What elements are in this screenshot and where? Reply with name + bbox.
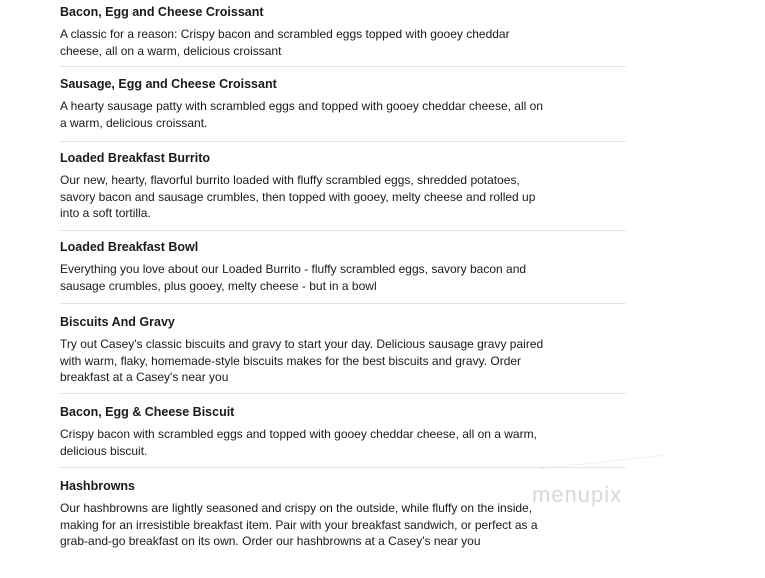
item-description: Everything you love about our Loaded Burrito - fluffy scrambled eggs, savory bacon and sausage crumbles, plus gooey, melty cheese - but in a bowl (60, 262, 527, 293)
menu-item (60, 304, 626, 394)
menu-item (60, 231, 626, 304)
item-name: Loaded Breakfast Burrito (60, 151, 211, 165)
item-description: Crispy bacon with scrambled eggs and topped with gooey cheddar cheese, all on a warm, delicious biscuit. (60, 427, 537, 458)
watermark-logo: menupix (532, 482, 623, 507)
item-description: A classic for a reason: Crispy bacon and scrambled eggs topped with gooey cheddar cheese, all on a warm, delicious croissant (60, 27, 510, 58)
item-name: Bacon, Egg and Cheese Croissant (60, 5, 264, 19)
item-description: Our hashbrowns are lightly seasoned and crispy on the outside, while fluffy on the inside, making for an irresistible breakfast item. Pair with your breakfast sandwich, or perfect as a grab-and-go breakfast on its own. Order our hashbrowns at a Casey's near you (60, 501, 538, 548)
item-name: Sausage, Egg and Cheese Croissant (60, 77, 277, 91)
item-description: Try out Casey's classic biscuits and gravy to start your day. Delicious sausage gravy paired with warm, flaky, homemade-style biscuits makes for the best biscuits and gravy. Order breakfast at a Casey's near you (60, 337, 544, 384)
item-description: A hearty sausage patty with scrambled eggs and topped with gooey cheddar cheese, all on a warm, delicious croissant. (60, 99, 543, 130)
menu-item (60, 394, 626, 468)
menu-item (60, 67, 626, 142)
item-description: Our new, hearty, flavorful burrito loaded with fluffy scrambled eggs, shredded potatoes, savory bacon and sausage crumbles, then topped with gooey, melty cheese and rolled up into a soft tortilla. (60, 173, 536, 220)
item-name: Bacon, Egg & Cheese Biscuit (60, 405, 235, 419)
item-name: Loaded Breakfast Bowl (60, 240, 199, 254)
menu-item (60, 142, 626, 231)
item-name: Hashbrowns (60, 479, 136, 493)
item-name: Biscuits And Gravy (60, 315, 175, 329)
menu-item (60, 0, 626, 67)
